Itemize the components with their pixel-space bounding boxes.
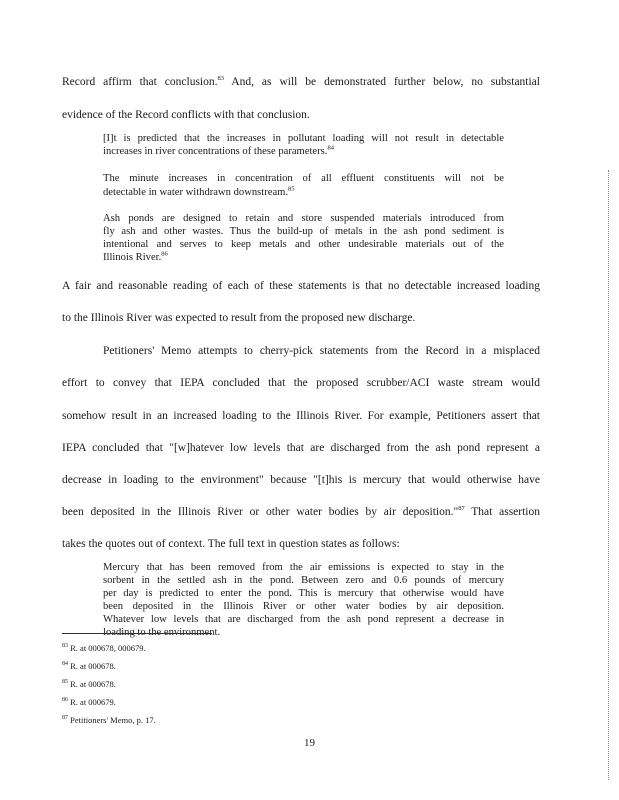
body-line: IEPA concluded that "[w]hatever low levels that are discharged from the ash pond represent a [62, 442, 540, 454]
footnote: $^{87}$ Petitioners' Memo, p. 17. [62, 715, 156, 725]
page-number: 19 [304, 737, 315, 749]
body-line: takes the quotes out of context. The full text in question states as follows: [62, 538, 400, 550]
footnote: $^{85}$ R. at 000678. [62, 679, 116, 689]
block-quote-line: Mercury that has been removed from the air emissions is expected to stay in the [103, 562, 504, 573]
quote-line: fly ash and other wastes. Thus the build-up of metals in the ash pond sediment is [103, 226, 504, 237]
quote-line: detectable in water withdrawn downstream.$^{85}$ [103, 185, 295, 198]
body-line: effort to convey that IEPA concluded that the proposed scrubber/ACI waste stream would [62, 377, 540, 389]
body-line: somehow result in an increased loading to the Illinois River. For example, Petitioners assert that [62, 410, 540, 422]
body-line: evidence of the Record conflicts with that conclusion. [62, 109, 310, 121]
block-quote-line: been deposited in the Illinois River or other water bodies by air deposition. [103, 601, 504, 612]
block-quote-line: sorbent in the settled ash in the pond. Between zero and 0.6 pounds of mercury [103, 575, 504, 586]
quote-line: Ash ponds are designed to retain and store suspended materials introduced from [103, 213, 504, 224]
quote-line: [I]t is predicted that the increases in pollutant loading will not result in detectable [103, 133, 504, 144]
quote-line: intentional and serves to keep metals and other undesirable materials out of the [103, 239, 504, 250]
quote-line: Illinois River.$^{86}$ [103, 250, 168, 263]
footnote-ref[interactable]: 85 [288, 185, 295, 193]
footnote-ref[interactable]: 84 [327, 144, 334, 152]
footnote-ref[interactable]: 87 [458, 505, 465, 513]
body-line: Record affirm that conclusion.$^{83}$ And, as will be demonstrated further below, no substantial [62, 75, 540, 88]
scan-edge-line [608, 170, 609, 780]
block-quote-line: per day is predicted to enter the pond. This is mercury that otherwise would have [103, 588, 504, 599]
footnote-ref[interactable]: 86 [161, 250, 168, 258]
quote-line: increases in river concentrations of these parameters.$^{84}$ [103, 144, 334, 157]
footnote: $^{83}$ R. at 000678, 000679. [62, 643, 146, 653]
block-quote-line: loading to the environment. [103, 627, 221, 638]
footnote: $^{84}$ R. at 000678. [62, 661, 116, 671]
body-line: Petitioners' Memo attempts to cherry-pick statements from the Record in a misplaced [103, 345, 540, 357]
quote-line: The minute increases in concentration of all effluent constituents will not be [103, 173, 504, 184]
body-line: decrease in loading to the environment" because "[t]his is mercury that would otherwise have [62, 474, 540, 486]
footnote: $^{86}$ R. at 000679. [62, 697, 116, 707]
body-line: A fair and reasonable reading of each of these statements is that no detectable increased loading [62, 280, 540, 292]
block-quote-line: Whatever low levels that are discharged from the ash pond represent a decrease in [103, 614, 504, 625]
body-line: to the Illinois River was expected to result from the proposed new discharge. [62, 312, 416, 324]
body-line: been deposited in the Illinois River or other water bodies by air deposition."$^{87}$ That assertion [62, 505, 540, 518]
footnote-ref[interactable]: 83 [217, 75, 224, 83]
footnote-separator [62, 633, 212, 634]
